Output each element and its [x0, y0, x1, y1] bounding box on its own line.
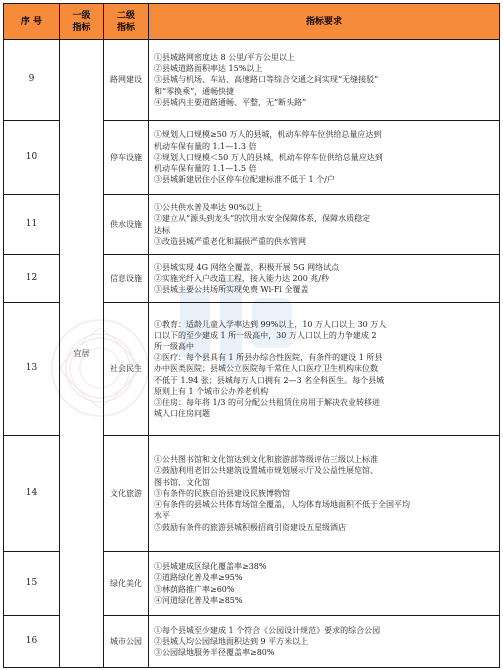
requirement-cell	[149, 195, 500, 255]
requirement-cell	[149, 121, 500, 195]
requirement-line: 和“零换乘”，通畅快捷	[154, 86, 235, 96]
requirement-line: ②规划人口规模＜50 万人的县城，机动车停车位供给总量应达到	[154, 152, 383, 162]
requirement-line: ③改造县城严重老化和漏损严重的供水管网	[154, 236, 306, 246]
level2-label: 停车设施	[110, 152, 142, 162]
requirement-line: 水平	[154, 511, 170, 521]
requirement-line: ②鼓励利用老旧公共建筑设置城市规划展示厅及公益性展览馆、	[154, 466, 378, 476]
level2-label: 路网建设	[110, 75, 142, 85]
requirement-line: ⑤鼓励有条件的旅游县城积极招商引资建设五星级酒店	[154, 522, 346, 532]
requirement-line: ①教育：适龄儿童入学率达到 99%以上，10 万人口以上 30 万人	[154, 319, 387, 329]
requirement-line: ②实施光纤入户改造工程，接入能力达 200 兆/秒	[154, 273, 330, 283]
requirement-line: ①每个县城至少建成 1 个符合《公园设计规范》要求的综合公园	[154, 625, 381, 635]
requirement-line: 机动车保有量的 1.1—1.3 倍	[154, 141, 257, 151]
requirement-line: ③公园绿地服务半径覆盖率≥80%	[154, 648, 275, 658]
requirement-line: ③县城与机场、车站、高速路口等综合交通之间实现“无缝接驳”	[154, 75, 379, 85]
requirement-cell	[149, 255, 500, 303]
row-number: 9	[4, 40, 60, 121]
header-level2	[104, 4, 149, 40]
requirement-line: ②建立从“源头到龙头”的饮用水安全保障体系，保障水质稳定	[154, 214, 371, 224]
level2-cell	[104, 195, 149, 255]
requirement-cell	[149, 436, 500, 552]
header-level2-text: 二级 指标	[116, 10, 135, 33]
requirement-cell	[149, 303, 500, 436]
requirement-line: 图书馆、文化馆	[154, 477, 210, 487]
header-level1	[60, 4, 104, 40]
row-number: 13	[4, 303, 60, 436]
requirement-cell	[149, 616, 500, 668]
level2-cell	[104, 255, 149, 303]
row-number: 12	[4, 255, 60, 303]
level1-cell: 宜居	[60, 40, 104, 668]
level2-label: 信息设施	[110, 273, 142, 283]
level2-cell	[104, 303, 149, 436]
header-level1-text: 一级 指标	[72, 10, 91, 33]
requirement-line: ③住房：每年将 1/3 的可分配公共租赁住房用于解决农业转移进	[154, 398, 380, 407]
requirement-line: ②道路绿化普及率≥95%	[154, 573, 243, 583]
row-number: 11	[4, 195, 60, 255]
row-number: 16	[4, 616, 60, 668]
level2-label: 绿化美化	[110, 578, 142, 588]
level2-label: 供水设施	[110, 219, 142, 229]
header-seq: 序 号	[4, 4, 60, 40]
requirement-line: ①县城建成区绿化覆盖率≥38%	[154, 562, 267, 572]
requirement-line: ①公共供水普及率达 90%以上	[154, 203, 263, 213]
requirement-line: 原则上有 1 个城市公办养老机构	[154, 386, 269, 396]
level2-cell	[104, 436, 149, 552]
requirement-line: 口以下的至少建成 1 所一级高中，30 万人口以上的力争建成 2	[154, 330, 377, 340]
row-number: 15	[4, 552, 60, 616]
requirement-line: ③县城新建居住小区停车位配建标准不低于 1 个/户	[154, 175, 335, 185]
row-number: 10	[4, 121, 60, 195]
level2-cell	[104, 121, 149, 195]
indicator-table	[3, 3, 500, 668]
requirement-line: 所一级高中	[154, 341, 194, 351]
requirement-line: ①县城路网密度达 8 公里/平方公里以上	[154, 52, 295, 62]
requirement-line: ①规划人口规模≥50 万人的县城，机动车停车位供给总量应达到	[154, 130, 382, 140]
requirement-line: ②县城道路面积率达 15%以上	[154, 64, 263, 74]
requirement-line: 达标	[154, 225, 170, 235]
requirement-line: ③县城主要公共场所实现免费 Wi-Fi 全覆盖	[154, 285, 309, 295]
requirement-line: 不低于 1.94 张；县城每万人口拥有 2—3 名全科医生。每个县城	[154, 375, 385, 385]
requirement-line: ④河道绿化普及率≥85%	[154, 595, 243, 605]
requirement-line: ①公共图书馆和文化馆达到文化和旅游部等级评估三级以上标准	[154, 455, 378, 465]
requirement-line: ④有条件的县城公共体育场馆全覆盖，人均体育场地面积不低于全国平均	[154, 500, 410, 510]
requirement-line: ②县城人均公园绿地面积达到 9 平方米以上	[154, 636, 309, 646]
level2-label: 文化旅游	[110, 488, 142, 498]
requirement-line: 机动车保有量的 1.1—1.5 倍	[154, 164, 257, 174]
header-requirement: 指标要求	[149, 4, 500, 40]
requirement-line: ①县城实现 4G 网络全覆盖，积极开展 5G 网络试点	[154, 262, 340, 272]
requirement-line: ④县城内主要道路通畅、平整，无“断头路”	[154, 97, 307, 107]
row-number: 14	[4, 436, 60, 552]
requirement-line: 办中医类医院；县城公立医院每千常住人口医疗卫生机构床位数	[154, 364, 378, 374]
requirement-line: ③有条件的民族自治县建设民族博物馆	[154, 488, 290, 498]
level2-label: 城市公园	[110, 636, 142, 646]
table-row	[4, 40, 500, 121]
level2-cell	[104, 552, 149, 616]
level2-cell	[104, 616, 149, 668]
level2-cell	[104, 40, 149, 121]
requirement-line: ③林荫路推广率≥60%	[154, 584, 235, 594]
requirement-cell	[149, 552, 500, 616]
requirement-line: ②医疗：每个县具有 1 所县办综合性医院，有条件的建设 1 所县	[154, 353, 383, 363]
table-header-row	[4, 4, 500, 40]
requirement-cell	[149, 40, 500, 121]
level2-label: 社会民生	[110, 364, 142, 374]
requirement-line: 城人口住房问题	[154, 409, 210, 419]
